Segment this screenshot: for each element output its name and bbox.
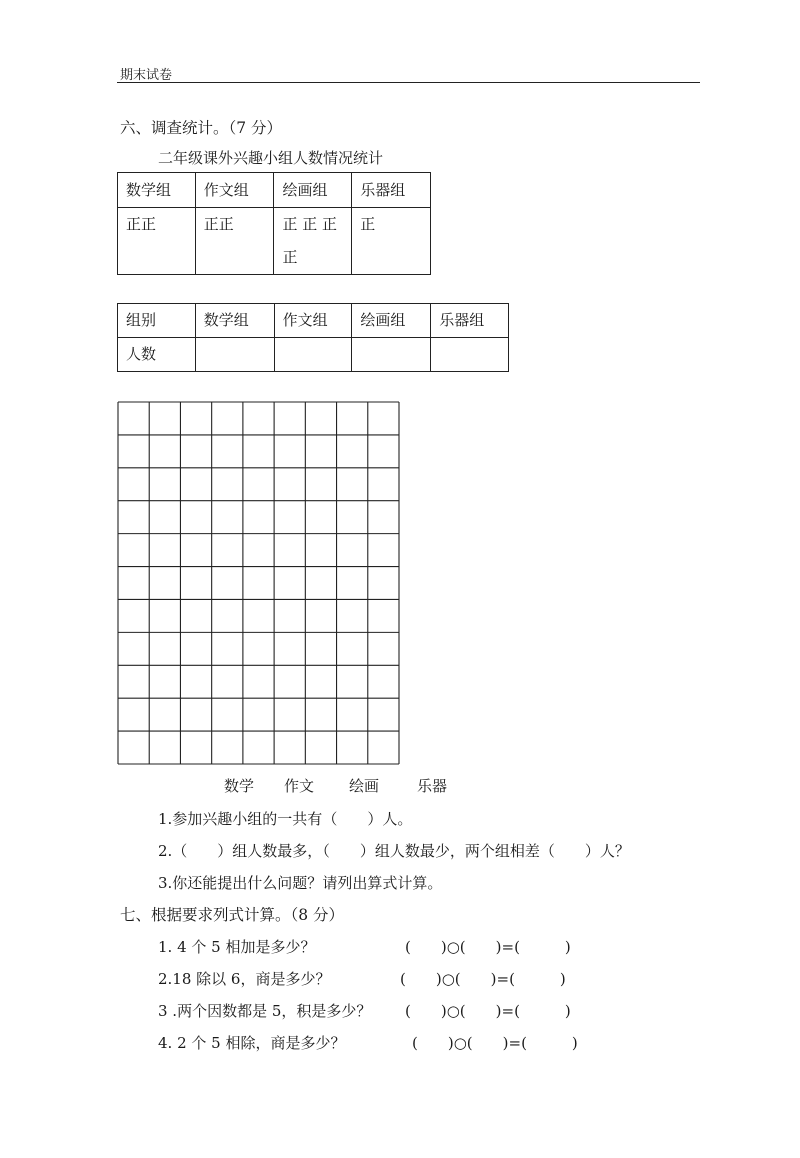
summary-table — [117, 303, 509, 372]
tally-header-cell: 绘画组 — [274, 173, 352, 208]
tally-marks: 正 正 正 — [282, 215, 338, 233]
tally-cell — [352, 208, 431, 275]
calc-question-1: 1. 4 个 5 相加是多少？ — [158, 938, 316, 956]
tally-cell — [118, 208, 196, 275]
calc-question-4: 4. 2 个 5 相除，商是多少？ — [158, 1034, 346, 1052]
calc-formula-2[interactable]: ( )○( )=( ) — [400, 970, 566, 988]
tally-marks-wrap: 正 — [282, 248, 298, 266]
tally-header-cell: 数学组 — [118, 173, 196, 208]
calc-question-3: 3 .两个因数都是 5，积是多少？ — [158, 1002, 372, 1020]
calc-formula-3[interactable]: ( )○( )=( ) — [405, 1002, 571, 1020]
calc-formula-4[interactable]: ( )○( )=( ) — [412, 1034, 578, 1052]
tally-cell — [274, 208, 352, 275]
question-1: 1.参加兴趣小组的一共有（ ）人。 — [158, 810, 413, 828]
tally-marks: 正正 — [203, 215, 234, 233]
chart-category-label: 乐器 — [417, 777, 448, 795]
chart-category-label: 作文 — [284, 777, 315, 795]
question-3: 3.你还能提出什么问题？请列出算式计算。 — [158, 874, 443, 892]
question-2: 2.（ ）组人数最多，（ ）组人数最少，两个组相差（ ）人？ — [158, 842, 630, 860]
tally-header-cell: 乐器组 — [352, 173, 431, 208]
bar-chart-grid[interactable] — [117, 401, 400, 765]
tally-marks: 正正 — [126, 215, 157, 233]
tally-table — [117, 172, 431, 275]
summary-answer-cell[interactable] — [195, 338, 274, 372]
chart-category-label: 数学 — [224, 777, 255, 795]
calc-formula-1[interactable]: ( )○( )=( ) — [405, 938, 571, 956]
summary-header-cell: 组别 — [118, 304, 196, 338]
summary-answer-cell[interactable] — [352, 338, 431, 372]
chart-category-label: 绘画 — [349, 777, 380, 795]
summary-answer-cell[interactable] — [431, 338, 509, 372]
header-rule — [117, 82, 700, 83]
summary-answer-cell[interactable] — [274, 338, 352, 372]
summary-header-cell: 数学组 — [195, 304, 274, 338]
summary-header-cell: 绘画组 — [352, 304, 431, 338]
summary-header-cell: 乐器组 — [431, 304, 509, 338]
tally-cell — [195, 208, 274, 275]
summary-row-label: 人数 — [118, 338, 196, 372]
page-header-title: 期末试卷 — [120, 68, 173, 83]
section6-heading: 六、调查统计。（7 分） — [120, 119, 283, 137]
tally-table-title: 二年级课外兴趣小组人数情况统计 — [158, 149, 384, 167]
section7-heading: 七、根据要求列式计算。（8 分） — [120, 906, 345, 924]
tally-header-cell: 作文组 — [195, 173, 274, 208]
summary-header-cell: 作文组 — [274, 304, 352, 338]
calc-question-2: 2.18 除以 6，商是多少？ — [158, 970, 331, 988]
tally-marks: 正 — [360, 215, 376, 233]
